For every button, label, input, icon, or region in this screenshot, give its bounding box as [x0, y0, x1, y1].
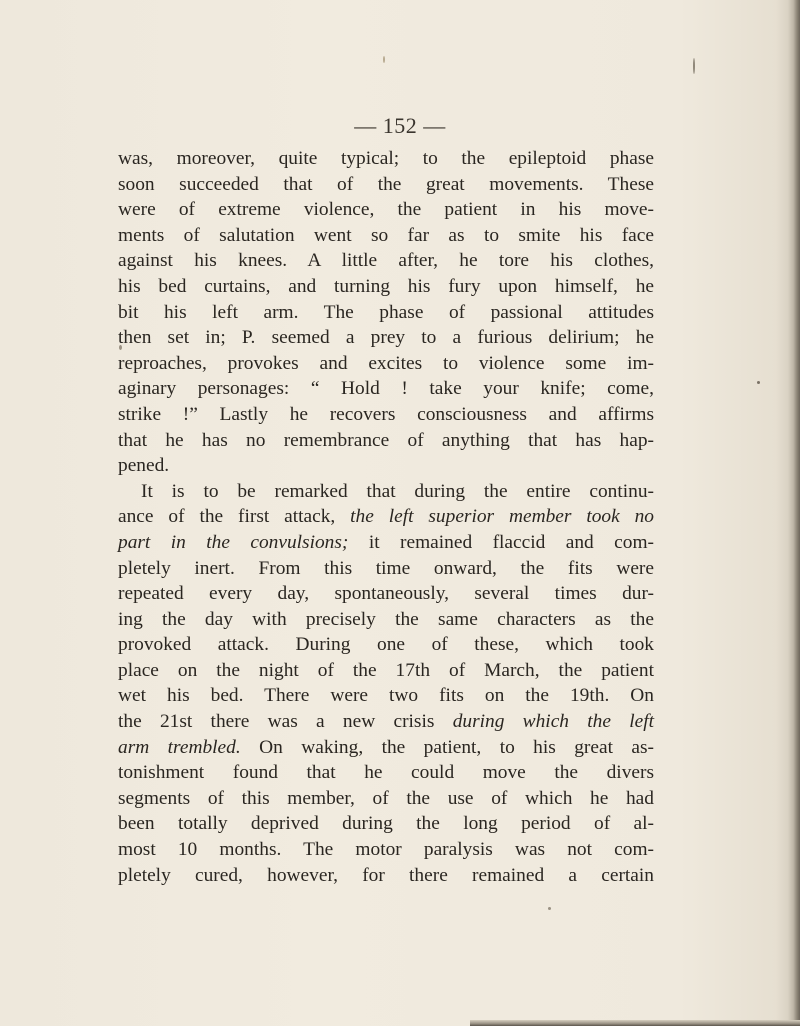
text-line: aginary personages: “ Hold ! take your knife; come, — [118, 378, 654, 400]
text-line: ing the day with precisely the same characters as the — [118, 608, 654, 630]
text-line: pletely inert. From this time onward, the fits were — [118, 557, 654, 579]
text-line: been totally deprived during the long period of al- — [118, 813, 654, 835]
text-line: segments of this member, of the use of which he had — [118, 787, 654, 809]
page-bottom-edge — [470, 1020, 800, 1026]
text-line: pletely cured, however, for there remained a certain — [118, 864, 654, 886]
page-number: — 152 — — [354, 113, 446, 138]
text-line: most 10 months. The motor paralysis was not com- — [118, 839, 654, 861]
text-line: pened. — [118, 455, 170, 477]
text-line: tonishment found that he could move the divers — [118, 762, 654, 784]
paper-speck — [757, 381, 760, 384]
text-line: ments of salutation went so far as to smite his face — [118, 224, 654, 246]
text-line — [118, 735, 654, 761]
text-line: soon succeeded that of the great movements. These — [118, 173, 654, 195]
paper-speck — [693, 58, 695, 74]
page-edge-shadow — [788, 0, 800, 1026]
italic-text: arm trembled. — [118, 736, 241, 758]
text-line: wet his bed. There were two fits on the 19th. On — [118, 685, 654, 707]
text-span: On waking, the patient, to his great as- — [240, 736, 654, 758]
text-line: strike !” Lastly he recovers consciousness and affirms — [118, 403, 654, 425]
text-line: It is to be remarked that during the entire continu- — [141, 480, 654, 502]
text-line — [118, 709, 654, 735]
text-span: ance of the first attack, — [118, 506, 351, 528]
paper-speck — [548, 907, 551, 910]
italic-text: the left superior member took no — [350, 506, 654, 528]
text-line: were of extreme violence, the patient in his move- — [118, 199, 654, 221]
text-line: place on the night of the 17th of March, the patient — [118, 659, 654, 681]
text-line: that he has no remembrance of anything that has hap- — [118, 429, 654, 451]
paper-speck — [383, 56, 385, 63]
text-line: provoked attack. During one of these, which took — [118, 634, 654, 656]
text-line: bit his left arm. The phase of passional attitudes — [118, 301, 654, 323]
text-line: against his knees. A little after, he tore his clothes, — [118, 250, 654, 272]
text-line: reproaches, provokes and excites to violence some im- — [118, 352, 654, 374]
body-text — [118, 146, 654, 888]
text-line: his bed curtains, and turning his fury upon himself, he — [118, 275, 654, 297]
italic-text: during which the left — [452, 711, 654, 733]
text-line: then set in; P. seemed a prey to a furious delirium; he — [118, 327, 654, 349]
text-span: it remained flaccid and com- — [348, 531, 654, 553]
text-span: the 21st there was a new crisis — [118, 711, 453, 733]
text-line — [118, 504, 654, 530]
text-line: was, moreover, quite typical; to the epileptoid phase — [118, 148, 654, 169]
text-line: repeated every day, spontaneously, several times dur- — [118, 583, 654, 605]
text-line — [118, 530, 654, 556]
italic-text: part in the convulsions; — [118, 531, 349, 553]
